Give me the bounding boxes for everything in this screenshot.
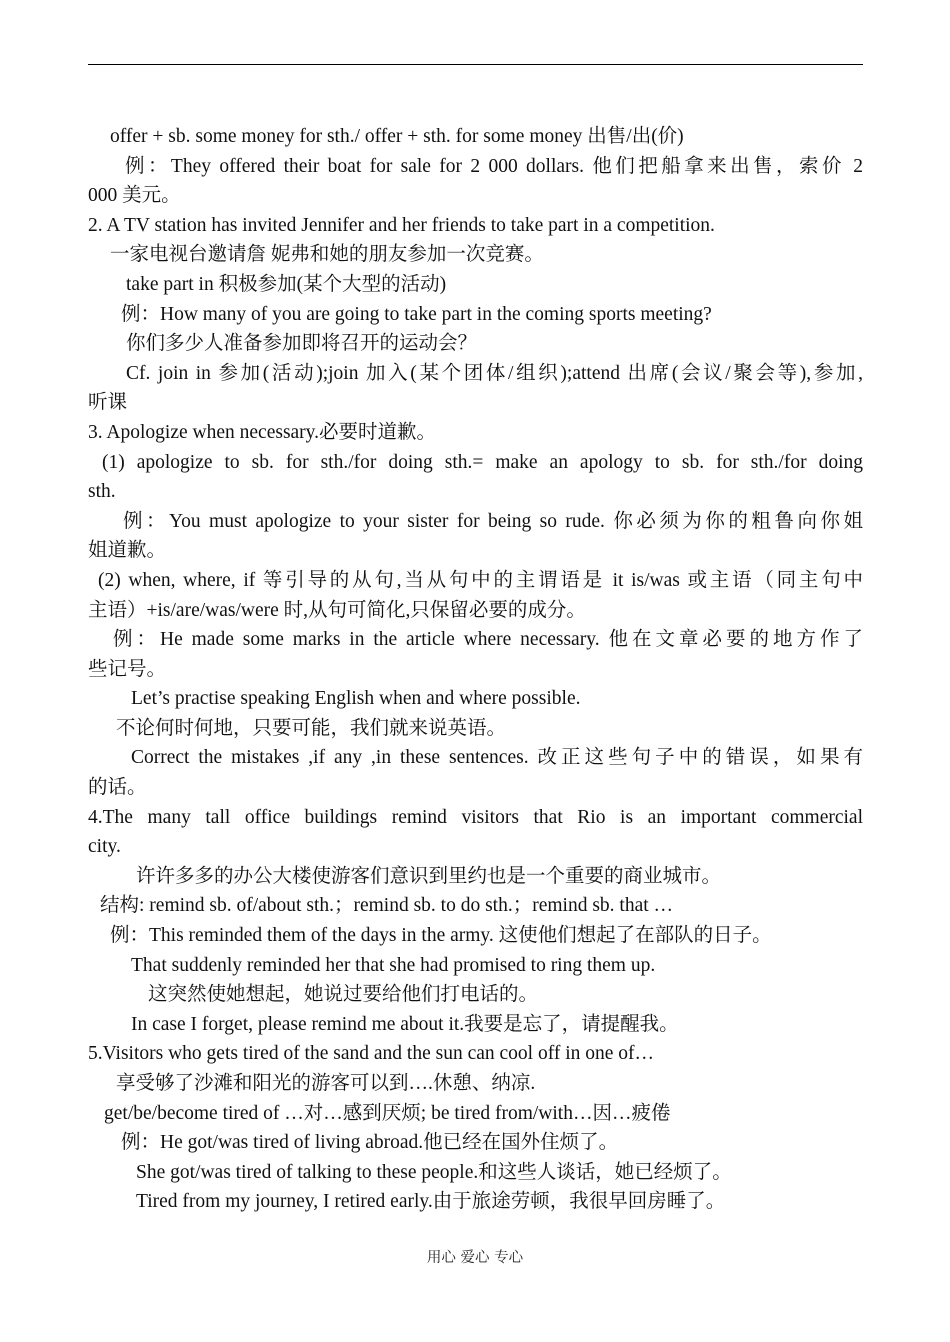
text-line: 一家电视台邀请詹 妮弗和她的朋友参加一次竞赛。 — [110, 244, 544, 266]
text-line: 例：You must apologize to your sister for being so rude. 你必须为你的粗鲁向你姐 — [123, 510, 863, 532]
text-line: 这突然使她想起，她说过要给他们打电话的。 — [148, 984, 539, 1006]
text-line: 4.The many tall office buildings remind visitors that Rio is an important commercial — [88, 806, 863, 828]
text-line: She got/was tired of talking to these people.和这些人谈话，她已经烦了。 — [136, 1161, 732, 1183]
text-line: take part in 积极参加(某个大型的活动) — [126, 273, 447, 295]
text-line: 你们多少人准备参加即将召开的运动会？ — [126, 333, 478, 355]
text-line: 不论何时何地，只要可能，我们就来说英语。 — [116, 717, 507, 739]
text-line: 姐道歉。 — [88, 540, 167, 562]
text-line: 听课 — [88, 392, 128, 414]
text-line: Correct the mistakes ,if any ,in these sentences. 改正这些句子中的错误，如果有 — [131, 747, 863, 769]
text-line: 例：He got/was tired of living abroad.他已经在国外住烦了。 — [121, 1132, 619, 1154]
document-body — [88, 122, 863, 1217]
text-line: 的话。 — [88, 777, 147, 799]
text-line: 例：He made some marks in the article where necessary. 他在文章必要的地方作了 — [113, 629, 863, 651]
text-line: offer + sb. some money for sth./ offer + sth. for some money 出售/出(价) — [110, 126, 684, 147]
text-line: 许许多多的办公大楼使游客们意识到里约也是一个重要的商业城市。 — [136, 865, 722, 887]
text-line: 主语）+is/are/was/were 时,从句可简化,只保留必要的成分。 — [88, 599, 586, 621]
text-line: 3. Apologize when necessary.必要时道歉。 — [88, 421, 437, 443]
page-footer: 用心 爱心 专心 — [426, 1250, 524, 1266]
header-rule — [88, 64, 863, 65]
text-line: 000 美元。 — [88, 185, 181, 207]
text-line: That suddenly reminded her that she had promised to ring them up. — [131, 954, 656, 976]
text-line: Cf. join in 参加(活动);join 加入(某个团体/组织);attend 出席(会议/聚会等),参加, — [126, 362, 863, 384]
text-line: (1) apologize to sb. for sth./for doing sth.= make an apology to sb. for sth./for doing — [102, 451, 863, 473]
text-line: Let’s practise speaking English when and where possible. — [131, 688, 581, 710]
text-line: get/be/become tired of …对…感到厌烦; be tired from/with…因…疲倦 — [104, 1102, 671, 1124]
text-line: 5.Visitors who gets tired of the sand and the sun can cool off in one of… — [88, 1043, 655, 1065]
text-line: 享受够了沙滩和阳光的游客可以到….休憩、纳凉. — [116, 1073, 536, 1094]
text-line: (2) when, where, if 等引导的从句,当从句中的主谓语是 it is/was 或主语（同主句中 — [98, 569, 863, 591]
text-line: city. — [88, 836, 121, 858]
text-line: 例：They offered their boat for sale for 2 000 dollars. 他们把船拿来出售，索价 2 — [125, 155, 863, 177]
text-line: Tired from my journey, I retired early.由于旅途劳顿，我很早回房睡了。 — [136, 1191, 726, 1213]
text-line: 结构: remind sb. of/about sth.；remind sb. to do sth.；remind sb. that … — [100, 895, 674, 917]
text-line: 2. A TV station has invited Jennifer and her friends to take part in a competition. — [88, 214, 715, 236]
text-line: 些记号。 — [88, 658, 167, 680]
text-line: 例：This reminded them of the days in the army. 这使他们想起了在部队的日子。 — [110, 925, 772, 947]
text-line: 例：How many of you are going to take part in the coming sports meeting? — [121, 303, 712, 325]
text-line: sth. — [88, 481, 116, 503]
text-line: In case I forget, please remind me about it.我要是忘了，请提醒我。 — [131, 1013, 679, 1035]
